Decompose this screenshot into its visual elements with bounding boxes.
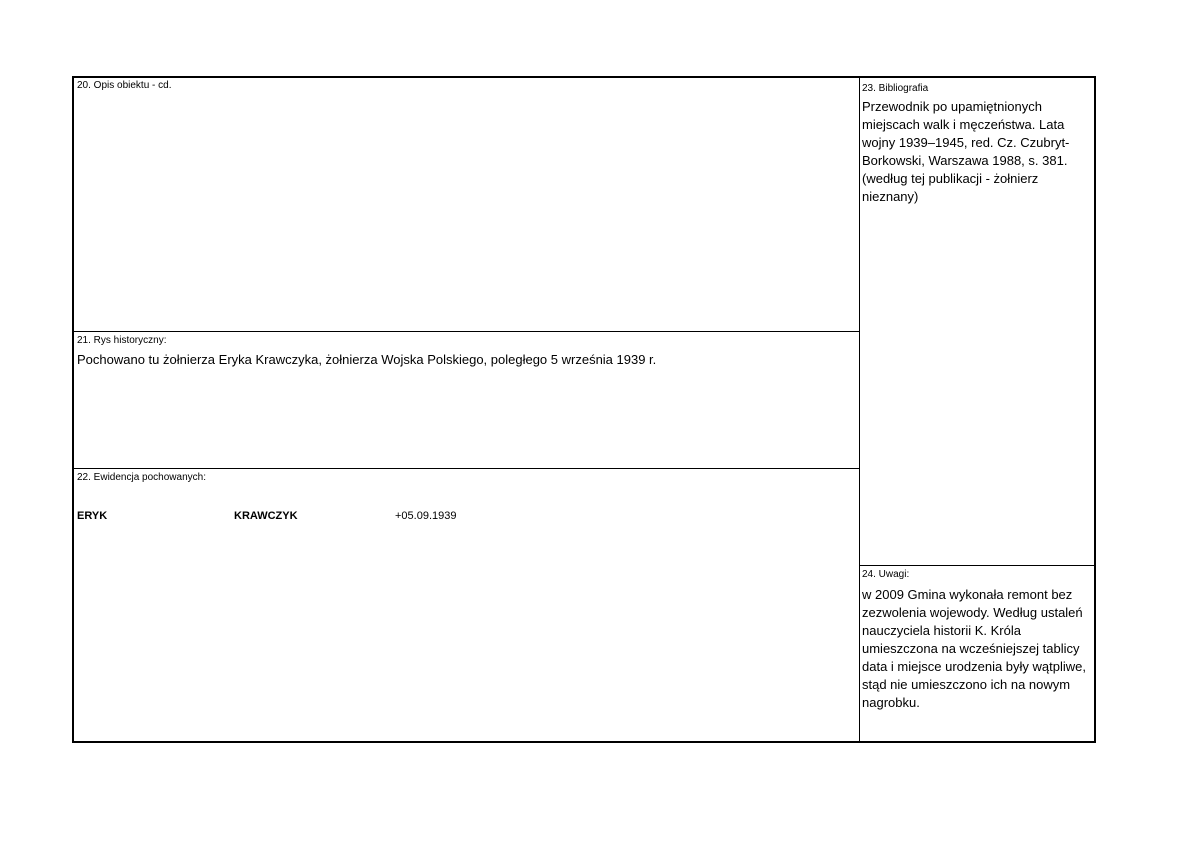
section-divider xyxy=(860,565,1094,566)
section-divider xyxy=(74,468,859,469)
section-20-label: 20. Opis obiektu - cd. xyxy=(77,80,172,91)
burial-death-date: +05.09.1939 xyxy=(395,510,457,522)
section-21-label: 21. Rys historyczny: xyxy=(77,335,167,346)
burial-first-name: ERYK xyxy=(77,510,108,522)
bibliography-text: Przewodnik po upamiętnionych miejscach walk i męczeństwa. Lata wojny 1939–1945, red. Cz. Czubryt-Borkowski, Warszawa 1988, s. 381. (według tej publikacji - żołnierz nieznany) xyxy=(862,99,1070,204)
remarks-text: w 2009 Gmina wykonała remont bez zezwolenia wojewody. Według ustaleń nauczyciela historii K. Króla umieszczona na wcześniejszej tablicy data i miejsce urodzenia były wątpliwe, stąd nie umieszczono ich na nowym nagrobku. xyxy=(862,587,1086,710)
section-22-label: 22. Ewidencja pochowanych: xyxy=(77,472,206,483)
section-24-label: 24. Uwagi: xyxy=(862,569,910,580)
column-divider xyxy=(859,78,860,741)
section-23-label: 23. Bibliografia xyxy=(862,83,929,94)
section-divider xyxy=(74,331,859,332)
burial-last-name: KRAWCZYK xyxy=(234,510,298,522)
historical-note-text: Pochowano tu żołnierza Eryka Krawczyka, żołnierza Wojska Polskiego, poległego 5 września 1939 r. xyxy=(77,352,657,367)
record-form xyxy=(72,76,1096,743)
